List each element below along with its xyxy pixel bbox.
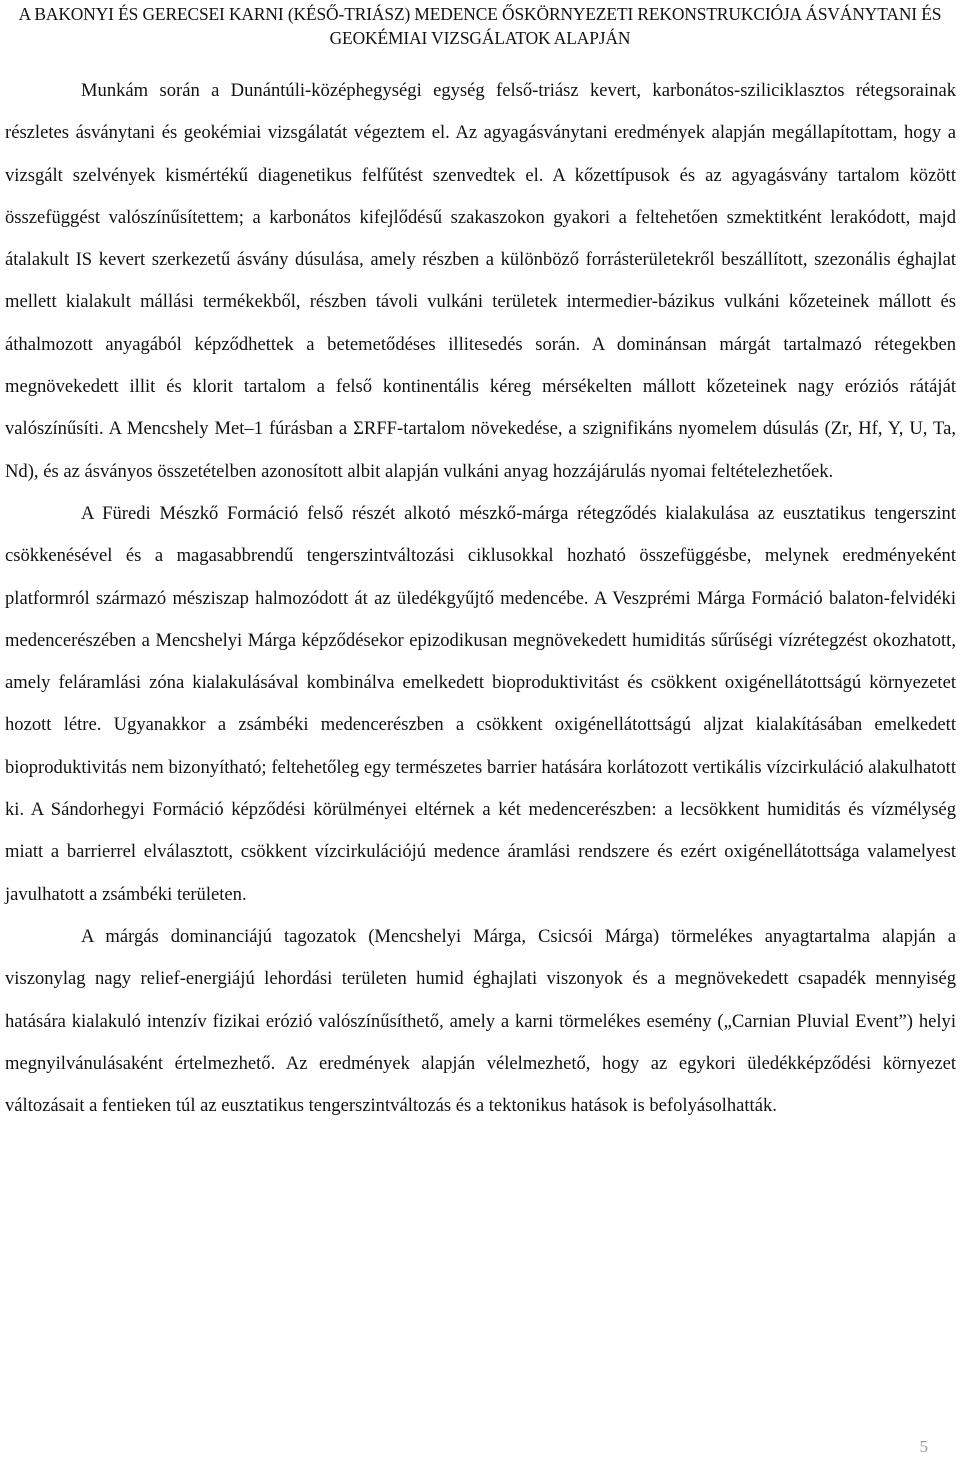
document-title: A BAKONYI ÉS GERECSEI KARNI (KÉSŐ-TRIÁSZ) MEDENCE ŐSKÖRNYEZETI REKONSTRUKCIÓJA ÁSVÁNYTANI ÉS GEOKÉMIAI VIZSGÁLATOK ALAPJÁN bbox=[18, 4, 942, 48]
paragraph-furedi-formation: A Füredi Mészkő Formáció felső részét alkotó mészkő-márga rétegződés kialakulása az eusztatikus tengerszint csökkenésével és a magasabbrendű tengerszintváltozási ciklusokkal hozható összefüggésbe, melynek eredményeként platformról származó mésziszap halmozódott át az üledékgyűjtő medencébe. A Veszprémi Márga Formáció balaton-felvidéki medencerészében a Mencshelyi Márga képződésekor epizodikusan megnövekedett humiditás sűrűségi vízrétegzést okozhatott, amely feláramlási zóna kialakulásával kombinálva emelkedett bioproduktivitást és csökkent oxigénellátottságú környezetet hozott létre. Ugyanakkor a zsámbéki medencerészben a csökkent oxigénellátottságú aljzat kialakításában emelkedett bioproduktivitás nem bizonyítható; feltehetőleg egy természetes barrier hatására korlátozott vertikális vízcirkuláció alakulhatott ki. A Sándorhegyi Formáció képződési körülményei eltérnek a két medencerészben: a lecsökkent humiditás és vízmélység miatt a barrierrel elválasztott, csökkent vízcirkulációjú medence áramlási rendszere és ezért oxigénellátottsága valamelyest javulhatott a zsámbéki területen. bbox=[5, 502, 956, 905]
paragraph-marl-members: A márgás dominanciájú tagozatok (Mencshelyi Márga, Csicsói Márga) törmelékes anyagtartalma alapján a viszonylag nagy relief-energiájú lehordási területen humid éghajlati viszonyok és a megnövekedett csapadék mennyiség hatására kialakuló intenzív fizikai erózió valószínűsíthető, amely a karni törmelékes esemény („Carnian Pluvial Event”) helyi megnyilvánulásaként értelmezhető. Az eredmények alapján vélelmezhető, hogy az egykori üledékképződési környezet változásait a fentieken túl az eusztatikus tengerszintváltozás és a tektonikus hatások is befolyásolhatták. bbox=[5, 925, 956, 1117]
paragraph-summary: Munkám során a Dunántúli-középhegységi egység felső-triász kevert, karbonátos-sziliciklasztos rétegsorainak részletes ásványtani és geokémiai vizsgálatát végeztem el. Az agyagásványtani eredmények alapján megállapítottam, hogy a vizsgált szelvények kismértékű diagenetikus felfűtést szenvedtek el. A kőzettípusok és az agyagásvány tartalom között összefüggést valószínűsítettem; a karbonátos kifejlődésű szakaszokon gyakori a feltehetően szmektitként lerakódott, majd átalakult IS kevert szerkezetű ásvány dúsulása, amely részben a különböző forrásterületekről beszállított, szezonális éghajlat mellett kialakult mállási termékekből, részben távoli vulkáni területek intermedier-bázikus vulkáni kőzeteinek mállott és áthalmozott anyagából képződhettek a betemetődéses illitesedés során. A dominánsan márgát tartalmazó rétegekben megnövekedett illit és klorit tartalom a felső kontinentális kéreg mérsékelten mállott kőzeteinek nagy eróziós rátáját valószínűsíti. A Mencshely Met–1 fúrásban a ΣRFF-tartalom növekedése, a szignifikáns nyomelem dúsulás (Zr, Hf, Y, U, Ta, Nd), és az ásványos összetételben azonosított albit alapján vulkáni anyag hozzájárulás nyomai feltételezhetőek. bbox=[5, 80, 956, 482]
page-number: 5 bbox=[919, 1437, 928, 1456]
body-text bbox=[5, 70, 956, 1127]
